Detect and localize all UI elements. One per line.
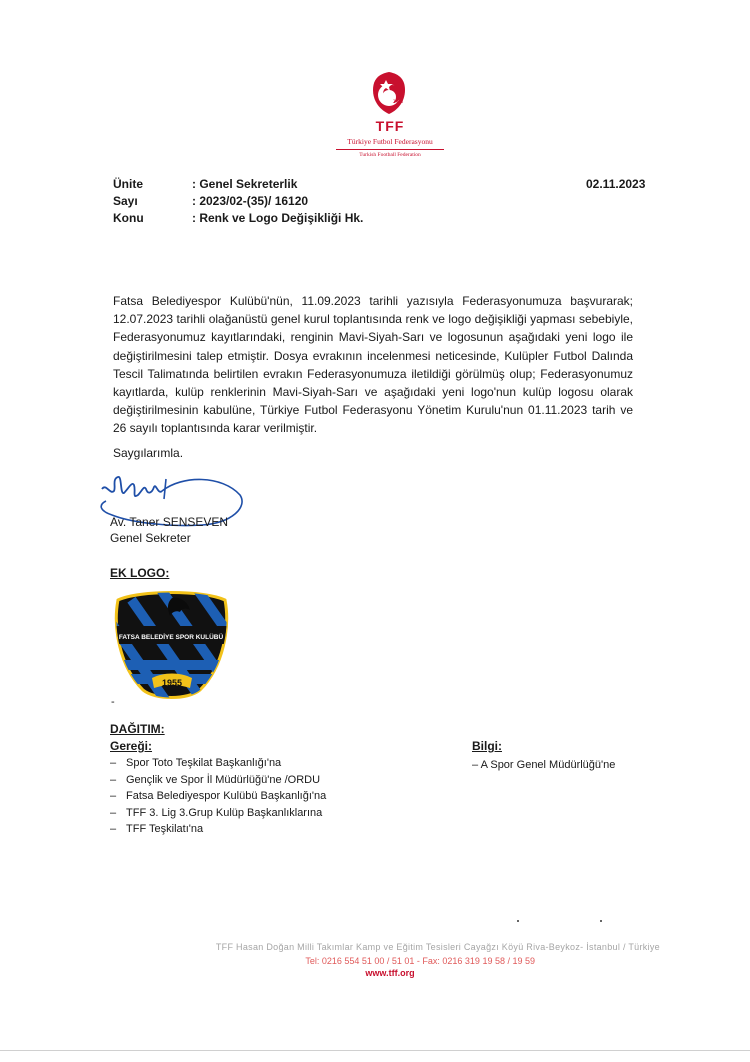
stray-mark: - [111,696,115,708]
list-item-text: Fatsa Belediyespor Kulübü Başkanlığı'na [126,790,327,802]
tff-emblem-icon [370,70,408,116]
list-item: – TFF 3. Lig 3.Grup Kulüp Başkanlıklarına [110,806,323,819]
attachment-title: EK LOGO: [110,566,170,580]
list-item-text: Spor Toto Teşkilat Başkanlığı'na [126,757,282,769]
list-item: – TFF Teşkilatı'na [110,823,204,835]
stray-dot [517,920,519,922]
list-item-text: Gençlik ve Spor İl Müdürlüğü'ne /ORDU [126,773,321,786]
konu-label: Konu [113,211,144,225]
signer-name [110,515,228,529]
document-date: 02.11.2023 [586,177,646,191]
signer-title: Genel Sekreter [110,531,191,545]
geregi-list [110,755,326,838]
signer-name-text: Av. Taner SENSEVEN [110,515,229,529]
closing-greeting: Saygılarımla. [113,446,184,460]
page-bottom-rule [0,1050,750,1051]
list-item: – Fatsa Belediyespor Kulübü Başkanlığı'na [110,790,327,802]
sayi-label: Sayı [113,194,138,208]
club-crest-icon [110,586,233,704]
unite-label: Ünite [113,177,143,191]
sayi-value: : 2023/02-(35)/ 16120 [192,194,309,208]
list-item: – Gençlik ve Spor İl Müdürlüğü'ne /ORDU [110,773,321,786]
konu-value: : Renk ve Logo Değişikliği Hk. [192,211,364,225]
bilgi-list [472,757,615,774]
letter-body: Fatsa Belediyespor Kulübü'nün, 11.09.2023 tarihli yazısıyla Federasyonumuza başvurarak; 12.07.2023 tarihli olağanüstü genel kurul toplantısında renk ve logo değişikliği yapması sebebiyle, Federasyonumuz kayıtlarındaki, renginin Mavi-Siyah-Sarı ve logosunun aşağıdaki yeni logo ile değiştirilmesini talep etmiştir. Dosya evrakının incelenmesi neticesinde, Kulüpler Futbol Dalında Tescil Talimatında belirtilen evrakın Federasyonumuza iletildiği görülmüş olup; Federasyonumuz kayıtlarda, kulüp renklerinin Mavi-Siyah-Sarı ve aşağıdaki yeni logo'nun kulüp logosu olarak değiştirilmesinin kabulüne, Türkiye Futbol Federasyonu Yönetim Kurulu'nun 01.11.2023 tarih ve 26 sayılı toplantısında karar verilmiştir. [113,294,633,436]
list-item: – A Spor Genel Müdürlüğü'ne [472,759,616,771]
footer-phone: Tel: 0216 554 51 00 / 51 01 - Fax: 0216 319 19 58 / 19 59 [305,956,535,966]
bilgi-title: Bilgi: [472,739,502,753]
distribution-title: DAĞITIM: [110,722,165,736]
unite-value: : Genel Sekreterlik [192,177,298,191]
footer-website-link[interactable]: www.tff.org [365,968,415,978]
emblem-year: 1923 [393,99,404,104]
org-english-name: Turkish Football Federation [359,152,421,158]
header-divider [336,149,444,150]
org-full-name: Türkiye Futbol Federasyonu [347,137,433,146]
stray-dot [600,920,602,922]
crest-club-name: FATSA BELEDİYE SPOR KULÜBÜ [118,634,224,641]
list-item-text: TFF Teşkilatı'na [126,823,204,835]
list-item: – Spor Toto Teşkilat Başkanlığı'na [110,757,282,769]
footer-address: TFF Hasan Doğan Milli Takımlar Kamp ve Eğitim Tesisleri Cayağzı Köyü Riva-Beykoz- İstanbul / Türkiye [215,942,660,952]
org-short-name: TFF [375,118,405,134]
list-item-text: TFF 3. Lig 3.Grup Kulüp Başkanlıklarına [126,806,323,819]
crest-year: 1955 [161,678,183,688]
geregi-title: Gereği: [110,739,153,753]
